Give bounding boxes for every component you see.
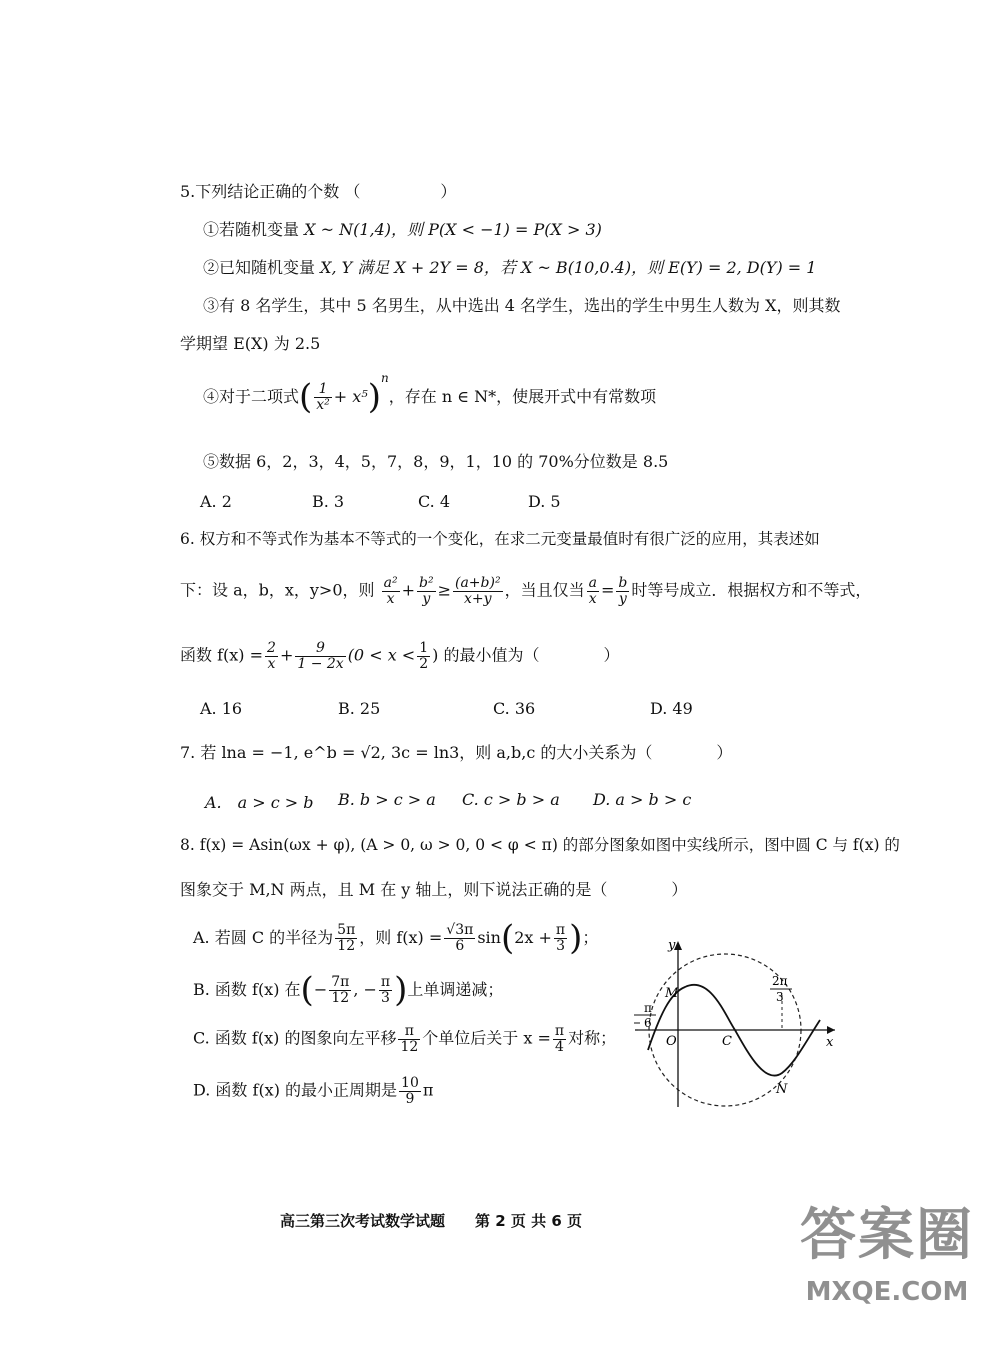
q8-option-c <box>193 1024 616 1054</box>
watermark-title: 答案圈 <box>800 1203 974 1268</box>
q5-answer-blank: （ ） <box>344 182 457 201</box>
neg-pi-six-den: 6 <box>644 1016 652 1030</box>
q8-option-c-shift <box>398 1024 420 1054</box>
q8-option-b-right-den: 3 <box>381 989 390 1006</box>
q6-frac2 <box>417 576 436 606</box>
q8-option-c-shift-num: π <box>398 1024 420 1040</box>
point-m-label: M <box>665 986 679 1001</box>
q6-eq: = <box>600 580 615 600</box>
point-c-label: C <box>722 1034 732 1049</box>
x-axis-arrow <box>827 1026 835 1034</box>
q8-option-c-tail: 对称； <box>568 1028 617 1048</box>
q8-option-c-text: C. 函数 f(x) 的图象向左平移 <box>193 1028 397 1048</box>
q6-option-d: D. 49 <box>650 699 693 718</box>
q8-option-b-text: B. 函数 f(x) 在 <box>193 979 301 999</box>
q5-stem <box>180 182 456 201</box>
q5-option-c: C. 4 <box>418 492 451 511</box>
q8-option-b-rparen: ) <box>394 970 408 1010</box>
q6-plus: + <box>401 580 415 600</box>
q8-option-a-radius <box>335 923 357 953</box>
q8-option-a <box>193 918 598 959</box>
q5-item4-frac-num: 1 <box>314 382 332 398</box>
two-pi-three-den: 3 <box>776 990 784 1004</box>
page-footer: 高三第三次考试数学试题 第 2 页 共 6 页 <box>280 1212 582 1230</box>
q5-item2-text: ②已知随机变量 <box>203 258 316 277</box>
q5-item4 <box>203 370 657 418</box>
q6-g1-num: 2 <box>267 640 276 656</box>
q6-option-a: A. 16 <box>200 699 243 718</box>
q7-option-c: C. c > b > a <box>462 790 560 809</box>
q6-g2-den: 1 − 2x <box>297 655 344 672</box>
q7-option-b: B. b > c > a <box>338 790 436 809</box>
q6-line2-mid: ，当且仅当 <box>504 580 585 600</box>
q7-option-a: A. a > c > b <box>205 793 314 812</box>
watermark-url: MXQE.COM <box>805 1277 969 1307</box>
q5-item4-lparen: ( <box>299 377 313 417</box>
q8-option-a-arg: 2x + <box>514 927 552 947</box>
q8-option-b-left <box>329 975 351 1005</box>
q6-line3-domain: (0 < x < <box>347 645 416 665</box>
q6-frac4 <box>587 576 599 606</box>
q8-option-d-period <box>399 1076 421 1106</box>
q6-g3-den: 2 <box>419 655 429 672</box>
q5-item2 <box>203 258 816 277</box>
q6-option-c: C. 36 <box>493 699 536 718</box>
q6-frac5-den: y <box>618 590 627 607</box>
q6-line2-tail: 时等号成立．根据权方和不等式， <box>631 580 872 600</box>
q8-line2: 图象交于 M,N 两点，且 M 在 y 轴上，则下说法正确的是（ ） <box>180 880 688 899</box>
q8-figure <box>630 935 845 1110</box>
q6-line3-text: 函数 f(x) = <box>180 645 264 665</box>
q6-g2-num: 9 <box>295 641 345 657</box>
q5-item1 <box>203 220 602 239</box>
q5-item4-frac-den: x² <box>316 396 330 413</box>
q8-option-a-phase-num: π <box>555 922 566 939</box>
q6-line2 <box>180 576 871 606</box>
q8-option-c-axis-num: π <box>554 1023 565 1039</box>
q6-frac1 <box>382 576 400 606</box>
q6-frac5 <box>616 576 629 606</box>
q6-option-b: B. 25 <box>338 699 381 718</box>
q6-line3-tail: ) 的最小值为（ ） <box>432 645 620 665</box>
q6-frac1-den: x <box>386 590 395 607</box>
point-n-label: N <box>776 1082 788 1097</box>
q8-option-a-phase-den: 3 <box>556 937 565 954</box>
q6-frac2-num: b² <box>419 575 434 591</box>
q5-item5: ⑤数据 6，2，3，4，5，7，8，9，1，10 的 70%分位数是 8.5 <box>203 452 669 471</box>
two-pi-three-num: 2π <box>772 974 788 988</box>
origin-label: O <box>666 1034 677 1049</box>
neg-pi-six-num: π <box>644 1001 652 1015</box>
q6-frac4-num: a <box>588 575 597 591</box>
q8-option-d-period-num: 10 <box>401 1075 419 1091</box>
q8-option-a-end: ； <box>582 927 599 947</box>
q8-option-b-left-den: 12 <box>331 989 350 1006</box>
q5-option-d: D. 5 <box>528 492 561 511</box>
q5-item4-frac <box>314 382 332 412</box>
q8-option-a-amp <box>444 923 475 953</box>
q8-option-a-fx: ，则 f(x) = <box>359 927 443 947</box>
q8-option-a-phase <box>554 923 567 953</box>
y-axis-label: y <box>668 938 676 953</box>
q8-option-a-text: A. 若圆 C 的半径为 <box>193 927 334 947</box>
q5-item4-text: ④对于二项式 <box>203 386 300 406</box>
q8-option-d <box>193 1076 433 1106</box>
q6-g1-den: x <box>267 655 276 672</box>
q7-option-d: D. a > b > c <box>593 790 692 809</box>
q5-stem-text: 5.下列结论正确的个数 <box>180 182 340 201</box>
q7-stem: 7. 若 lna = −1, e^b = √2, 3c = ln3，则 a,b,c 的大小关系为（ ） <box>180 743 733 762</box>
q8-option-a-radius-num: 5π <box>337 922 356 939</box>
q5-item4-rparen: ) <box>367 377 381 417</box>
q5-item3-line1: ③有 8 名学生，其中 5 名男生，从中选出 4 名学生，选出的学生中男生人数为 X，则其数 <box>203 296 841 315</box>
q5-item4-exponent: n <box>381 370 389 385</box>
q6-geq: ≥ <box>437 580 451 600</box>
q6-frac5-num: b <box>618 575 628 591</box>
q5-item3-line2: 学期望 E(X) 为 2.5 <box>180 334 321 353</box>
q8-option-a-amp-den: 6 <box>455 937 465 954</box>
q6-line2-text: 下：设 a，b，x，y>0，则 <box>180 580 375 600</box>
q8-option-c-axis-den: 4 <box>555 1038 564 1055</box>
q8-option-c-axis <box>553 1024 566 1054</box>
q5-option-a: A. 2 <box>200 492 232 511</box>
q8-option-c-shift-den: 12 <box>400 1038 419 1055</box>
q8-option-d-period-den: 9 <box>405 1090 415 1107</box>
q8-option-a-radius-den: 12 <box>337 937 356 954</box>
q8-option-b-lparen: ( <box>300 970 314 1010</box>
q8-option-a-lparen: ( <box>500 918 515 958</box>
q8-option-b: B. 函数 f(x) 在(− $\frac{7\pi}{12}$ , − $\frac{\pi}{3}$ )上单调递减； <box>193 970 504 1010</box>
q8-option-b-right <box>379 975 392 1005</box>
q8-option-d-pi: π <box>422 1080 434 1100</box>
q5-item4-tail: ，存在 n ∈ N*，使展开式中有常数项 <box>388 386 657 406</box>
q8-option-c-mid: 个单位后关于 x = <box>422 1028 551 1048</box>
q8-option-b-tail: 上单调递减； <box>407 979 504 999</box>
q5-item1-math: X ~ N(1,4)，则 P(X < −1) = P(X > 3) <box>304 220 602 239</box>
q6-g2 <box>295 641 345 671</box>
q8-option-b-left-num: 7π <box>331 974 350 991</box>
q6-frac1-num: a² <box>383 575 398 591</box>
q8-option-a-rparen: ) <box>569 918 583 958</box>
q5-item4-plus: + x⁵ <box>333 386 368 406</box>
q5-item1-text: ①若随机变量 <box>203 220 300 239</box>
q6-frac2-den: y <box>422 590 431 607</box>
q6-g3 <box>417 641 430 671</box>
q6-frac3 <box>453 576 503 606</box>
q8-option-b-right-num: π <box>380 974 391 991</box>
q6-g3-num: 1 <box>419 640 429 656</box>
q8-line1: 8. f(x) = Asin(ωx + φ), (A > 0, ω > 0, 0 < φ < π) 的部分图象如图中实线所示，图中圆 C 与 f(x) 的 <box>180 836 900 854</box>
x-axis-label: x <box>826 1035 834 1050</box>
q6-frac4-den: x <box>588 590 597 607</box>
q6-frac3-den: x+y <box>464 590 492 607</box>
q6-line3: 函数 f(x) = $\frac{2}{x}$ + $\frac{9}{1 - 2x}$ (0 < x < $\frac{1}{2}$ ) 的最小值为（ ） <box>180 640 620 672</box>
q8-option-a-sin: sin <box>477 927 501 947</box>
q6-frac3-num: (a+b)² <box>454 575 501 591</box>
q8-option-d-text: D. 函数 f(x) 的最小正周期是 <box>193 1080 398 1100</box>
q5-item2-math: X, Y 满足 X + 2Y = 8，若 X ~ B(10,0.4)，则 E(Y) = 2, D(Y) = 1 <box>320 258 817 277</box>
q6-line1: 6. 权方和不等式作为基本不等式的一个变化，在求二元变量最值时有很广泛的应用，其表述如 <box>180 530 820 548</box>
q8-option-a-amp-num: √3π <box>446 922 474 939</box>
q5-option-b: B. 3 <box>312 492 345 511</box>
watermark-logo <box>792 1191 982 1341</box>
q6-g1 <box>265 641 278 671</box>
